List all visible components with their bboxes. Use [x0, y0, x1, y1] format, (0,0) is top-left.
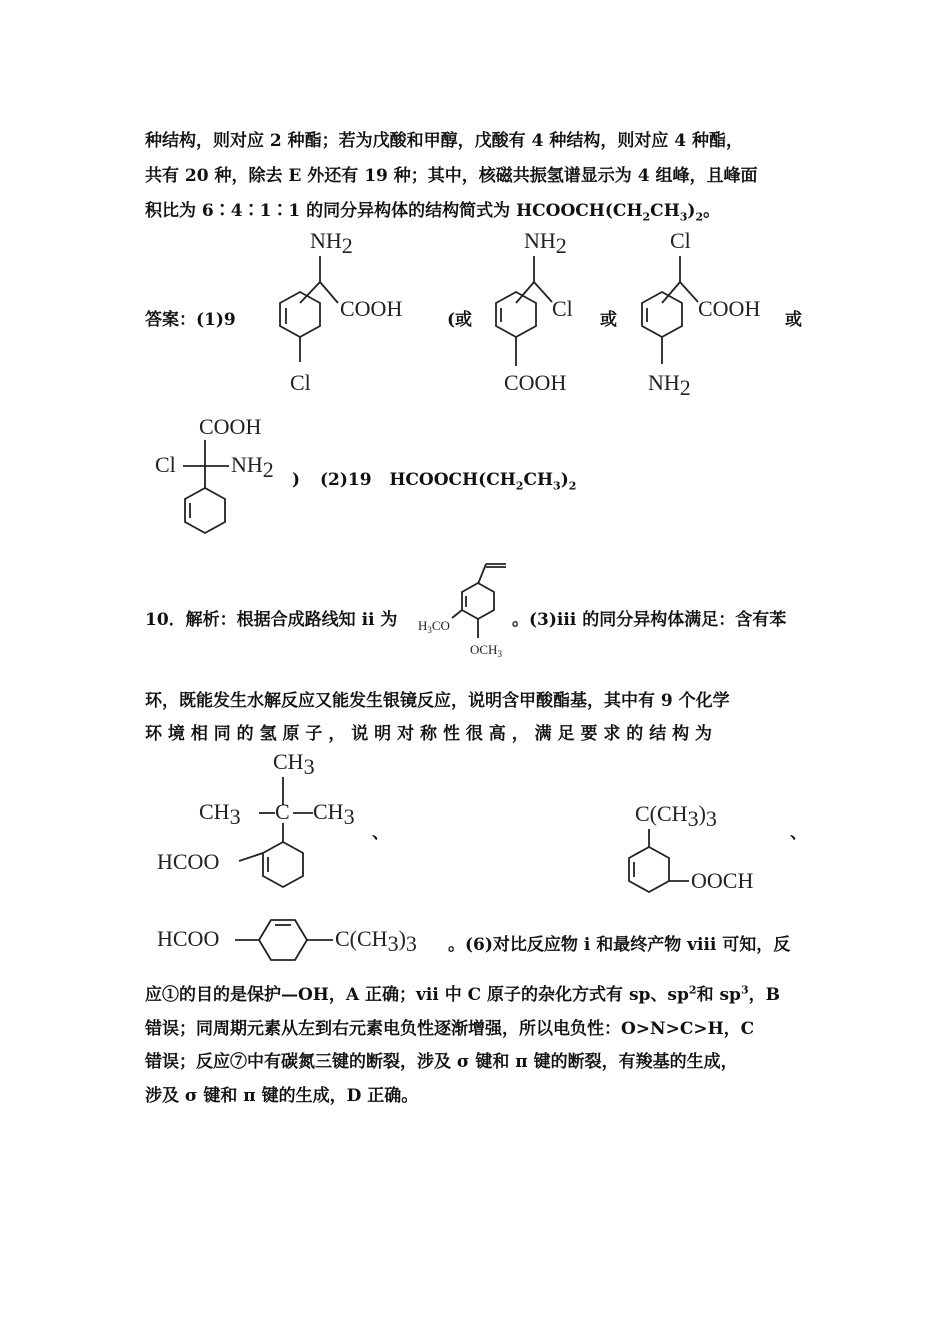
t1-left: CH3 — [199, 799, 241, 829]
q10-line4a: 应①的目的是保护—OH，A 正确；ⅶ 中 C 原子的杂化方式有 sp、sp — [145, 985, 689, 1005]
t1-ester: HCOO — [157, 849, 220, 874]
structure-t1 — [155, 745, 370, 905]
formula-c: ) — [560, 470, 569, 490]
formula-b: CH — [523, 470, 554, 490]
s3-right: COOH — [698, 296, 761, 321]
q10-line1-a — [145, 605, 397, 630]
structure-3 — [630, 226, 780, 398]
s4-right: NH2 — [231, 452, 274, 482]
para1-line3-end: ) — [687, 201, 696, 221]
q10-line6: 错误；反应⑦中有碳氮三键的断裂，涉及 σ 键和 π 键的断裂，有羧基的生成， — [145, 1052, 738, 1072]
q10-comma2: 、 — [790, 823, 807, 843]
q10-line4c: ，B — [748, 985, 780, 1005]
answer-part2 — [320, 470, 576, 492]
answer-label-line — [145, 305, 236, 330]
answer-close: ) — [292, 470, 301, 490]
q10-text1: 根据合成路线知 ⅱ 为 — [236, 610, 398, 630]
t2-ester: OOCH — [691, 868, 754, 893]
ii-bottom: $OCH_3$ — [470, 642, 502, 659]
sup: 3 — [740, 983, 749, 997]
answer-label: 答案： — [145, 310, 196, 330]
answer-part2-num: (2)19 — [320, 470, 372, 490]
s1-bottom: Cl — [290, 370, 311, 395]
structure-t3 — [155, 912, 450, 967]
structure-1-amino-acid — [262, 226, 432, 398]
answer-open-or: (或 — [447, 310, 473, 330]
structure-4 — [155, 410, 295, 550]
s1-top: NH2 — [310, 228, 353, 258]
answer-or-1: 或 — [600, 310, 617, 330]
q10-after-t3: 。(6)对比反应物 ⅰ 和最终产物 ⅷ 可知，反 — [448, 935, 791, 955]
sub: 2 — [695, 210, 704, 224]
sub: 2 — [515, 479, 524, 493]
structure-t2 — [615, 795, 795, 905]
sub: 3 — [679, 210, 688, 224]
t1-right: CH3 — [313, 799, 355, 829]
structure-2 — [480, 226, 600, 398]
q10-num: 10． — [145, 610, 186, 630]
para1-line1: 种结构，则对应 2 种酯；若为戊酸和甲醇，戊酸有 4 种结构，则对应 4 种酯， — [145, 131, 743, 151]
structure-ii — [416, 558, 516, 662]
s2-bottom: COOH — [504, 370, 567, 395]
para1-line3-text: 积比为 6∶4∶1∶1 的同分异构体的结构简式为 HCOOCH(CH — [145, 201, 643, 221]
t3-right: C(CH3)3 — [335, 926, 417, 956]
formula-a: HCOOCH(CH — [389, 470, 516, 490]
sub: 2 — [568, 479, 577, 493]
sup: 2 — [688, 983, 697, 997]
para1-line3-tail: 。 — [703, 201, 721, 221]
svg-text:C: C — [275, 799, 290, 824]
s4-left: Cl — [155, 452, 176, 477]
s4-top: COOH — [199, 414, 262, 439]
ii-left: $H_3CO$ — [418, 618, 450, 635]
s1-right: COOH — [340, 296, 403, 321]
q10-line4 — [145, 980, 780, 1005]
q10-comma1: 、 — [372, 823, 389, 843]
q10-label: 解析： — [185, 610, 237, 630]
q10-line3: 环 境 相 同 的 氢 原 子 ， 说 明 对 称 性 很 高 ， 满 足 要 求 的 结 构 为 — [145, 724, 713, 744]
s3-bottom: NH2 — [648, 370, 691, 400]
sub: 3 — [553, 479, 561, 493]
para1-line3-mid: CH — [650, 201, 680, 221]
s2-top: NH2 — [524, 228, 567, 258]
q10-line5: 错误；同周期元素从左到右元素电负性逐渐增强，所以电负性：O>N>C>H，C — [145, 1019, 755, 1039]
q10-line2: 环，既能发生水解反应又能发生银镜反应，说明含甲酸酯基，其中有 9 个化学 — [145, 691, 730, 711]
q10-line4b: 和 sp — [696, 985, 741, 1005]
answer-or-2: 或 — [785, 310, 802, 330]
para1-line2: 共有 20 种，除去 E 外还有 19 种；其中，核磁共振氢谱显示为 4 组峰，且峰面 — [145, 166, 758, 186]
t3-ester: HCOO — [157, 926, 220, 951]
sub: 2 — [642, 210, 651, 224]
answer-part1: (1)9 — [196, 310, 236, 330]
t2-top: C(CH3)3 — [635, 801, 717, 831]
q10-line7: 涉及 σ 键和 π 键的生成，D 正确。 — [145, 1086, 419, 1106]
q10-text2: 。(3)ⅲ 的同分异构体满足：含有苯 — [512, 610, 787, 630]
s3-top: Cl — [670, 228, 691, 253]
para1-line3 — [145, 196, 720, 223]
s2-right: Cl — [552, 296, 573, 321]
t1-top: CH3 — [273, 749, 315, 779]
